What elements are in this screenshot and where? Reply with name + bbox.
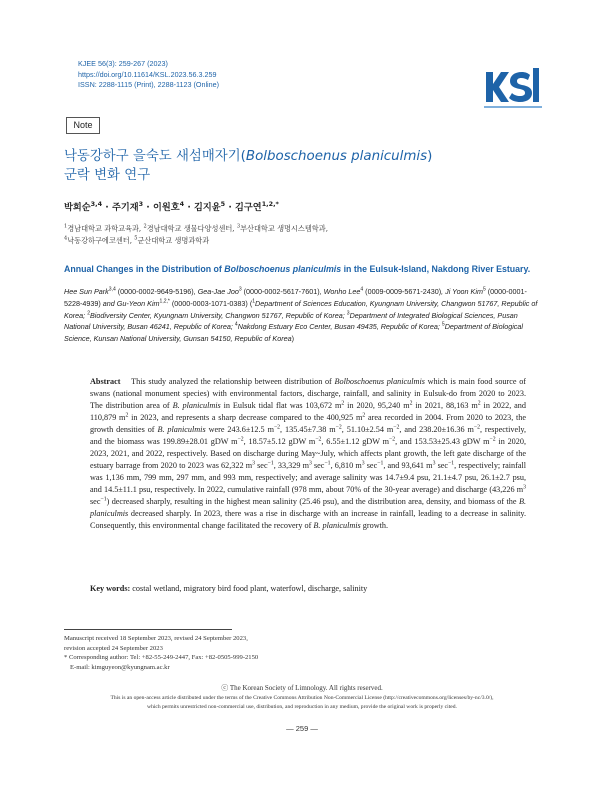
- korean-title-line2: 군락 변화 연구: [64, 168, 151, 183]
- abstract-text: , 6.55±1.12 gDW m: [321, 437, 389, 447]
- author-affil-sup: 5: [482, 286, 486, 293]
- keywords-text: costal wetland, migratory bird food plant, waterfowl, discharge, salinity: [130, 584, 368, 593]
- abstract-text: growth.: [360, 521, 389, 531]
- abstract-text: sec: [435, 461, 449, 471]
- abstract: [90, 376, 526, 532]
- license-notice: [64, 694, 540, 711]
- affil-text: 경남대학교 과학교육과,: [67, 224, 144, 233]
- abstract-text: , 18.57±5.12 gDW m: [243, 437, 316, 447]
- orcid-id[interactable]: (0000-0002-5617-7601): [243, 287, 320, 296]
- abstract-text: , 6,810 m: [330, 461, 362, 471]
- exponent: −1: [448, 460, 455, 467]
- abstract-text: ) decreased sharply, resulting in the highest mean salinity (25.46 psu), and the distribution area, density, and biomass of the: [106, 497, 519, 507]
- affil-text: 낙동강하구에코센터,: [67, 236, 135, 245]
- affil-number: 5: [134, 235, 138, 242]
- author-affil-sup: 5: [220, 199, 226, 208]
- exponent: 2: [409, 400, 413, 407]
- author-affil-sup: 1,2,*: [261, 199, 279, 208]
- abstract-text: decreased sharply. In 2023, there was a rise in discharge with an increase in rainfall, leading to a decrease in salinity. Consequently, this environmental change facilitated the recovery of: [90, 509, 526, 531]
- ksl-logo: [484, 62, 542, 112]
- abstract-text: , respectively; rainfall was 1,136 mm, 799 mm, 297 mm, and 993 mm, respectively; and average salinity was 14.7±9.4 psu, 21.1±4.7 psu, 26.1±2.7 psu, and 14.5±11.1 psu, respectively. In 2022, cumulative rainfall (978 mm, about 70% of the 30-year average) and discharge (43,226 m: [90, 461, 526, 495]
- abstract-text: sec: [311, 461, 325, 471]
- exponent: 3: [361, 460, 365, 467]
- author-affil-sup: 3: [238, 286, 242, 293]
- english-title-species: Bolboschoenus planiculmis: [224, 264, 342, 274]
- korean-authors: [64, 199, 279, 213]
- author-name: Gu-Yeon Kim: [116, 298, 160, 308]
- species-name: B. planiculmis: [172, 401, 221, 411]
- korean-affiliations: [64, 223, 544, 247]
- journal-citation: KJEE 56(3): 259-267 (2023): [78, 59, 168, 68]
- abstract-text: were 243.6±12.5 m: [205, 425, 274, 435]
- orcid-id[interactable]: (0000-0002-9649-5196): [117, 287, 194, 296]
- exponent: 3: [432, 460, 436, 467]
- abstract-text: area recorded in 2004. From 2020 to 2023, the growth densities of: [90, 413, 526, 435]
- issn-text: ISSN: 2288-1115 (Print), 2288-1123 (Online): [78, 80, 220, 90]
- exponent: −1: [100, 496, 107, 503]
- affil-text: 군산대학교 생명과학과: [137, 236, 210, 245]
- abstract-text: which is main food source of swans (national monument species) with environmental factors, discharge, rainfall, and salinity in Eulsuk-do from 2020 to 2023. The distribution area of: [90, 377, 527, 411]
- keywords: [90, 584, 526, 593]
- exponent: 3: [252, 460, 255, 467]
- author-affil-sup: 3,4: [108, 286, 116, 293]
- orcid-id[interactable]: (0009-0009-5671-2430): [365, 287, 442, 296]
- abstract-text: , respectively, and the biomass was 199.89±28.01 gDW m: [90, 425, 526, 447]
- abstract-text: , 135.45±7.38 m: [280, 425, 336, 435]
- abstract-text: sec: [364, 461, 378, 471]
- affil-number: 3: [236, 223, 241, 230]
- footnote-corresponding: * Corresponding author: Tel: +82-55-249-2447, Fax: +82-0505-999-2150: [64, 654, 259, 661]
- korean-title: [64, 147, 534, 185]
- species-name: B. planiculmis: [90, 497, 526, 519]
- author-name: 김구연: [235, 202, 262, 213]
- exponent: −1: [377, 460, 384, 467]
- author-name: Gea-Jae Joo: [197, 287, 239, 296]
- abstract-text: , and 93,641 m: [383, 461, 433, 471]
- exponent: −2: [237, 436, 244, 443]
- affil-number: 4: [64, 235, 68, 242]
- korean-title-suffix: ): [427, 149, 433, 164]
- affiliation: Biodiversity Center, Kyungnam University, Changwon 51767, Republic of Korea;: [90, 310, 345, 320]
- author-separator: ·: [146, 202, 150, 213]
- exponent: 3: [523, 484, 526, 491]
- korean-title-species: Bolboschoenus planiculmis: [245, 149, 428, 164]
- author-separator: ·: [228, 202, 232, 213]
- orcid-id[interactable]: (0000-0003-1071-0383): [171, 298, 248, 308]
- abstract-text: in Eulsuk tidal flat was 103,672 m: [220, 401, 342, 411]
- species-name: B. planiculmis: [313, 521, 361, 531]
- affil-text: 경남대학교 생물다양성센터,: [146, 224, 237, 233]
- exponent: 2: [362, 412, 366, 419]
- keywords-label: Key words:: [90, 584, 131, 593]
- author-name: Ji Yoon Kim: [445, 287, 483, 296]
- english-title-prefix: Annual Changes in the Distribution of: [64, 264, 225, 274]
- author-conjunction: and: [100, 298, 117, 308]
- exponent: −2: [489, 436, 496, 443]
- copyright-notice: ⓒ The Korean Society of Limnology. All rights reserved.: [221, 684, 383, 692]
- article-type-badge: Note: [66, 117, 100, 134]
- exponent: 3: [308, 460, 312, 467]
- journal-header: [78, 59, 219, 91]
- abstract-text: in 2023, and represents a sharp decrease compared to the 400,925 m: [128, 413, 363, 423]
- abstract-label: Abstract: [90, 377, 121, 386]
- abstract-text: , 51.10±2.54 m: [341, 425, 394, 435]
- footnote-email[interactable]: E-mail: kimguyeon@kyungnam.ac.kr: [70, 663, 170, 671]
- affiliation: Department of Biological Science, Kunsan National University, Gunsan 54150, Republic of Korea: [64, 322, 523, 344]
- abstract-text: , 33,329 m: [273, 461, 309, 471]
- affiliation: Department of Integrated Biological Sciences, Pusan National University, Busan 46241, Republic of Korea;: [64, 310, 518, 332]
- english-authors: Hee Sun Park$^{3,4}$ (0000-0002-9649-5196), Gea-Jae Joo$^3$ (0000-0002-5617-7601), Wonho Lee$^4$ (0009-0009-5671-2430), Ji Yoon Kim$^5$ (0000-0001-5228-4939) and Gu-Yeon Kim$^{1,2,*}$ (0000-0003-1071-0383) ($^1$Department of Sciences Education, Kyungnam University, Changwon 51767, Republic of Korea; $^2$Biodiversity Center, Kyungnam University, Changwon 51767, Republic of Korea; $^3$Department of Integrated Biological Sciences, Pusan National University, Busan 46241, Republic of Korea; $^4$Nakdong Estuary Eco Center, Busan 49435, Republic of Korea; $^5$Department of Biological Science, Kunsan National University, Gunsan 54150, Republic of Korea): [64, 286, 538, 344]
- footnotes: [64, 634, 364, 672]
- exponent: −1: [267, 460, 274, 467]
- exponent: −1: [324, 460, 331, 467]
- author-affil-sup: 3,4: [90, 199, 103, 208]
- affil-number: 2: [143, 223, 147, 230]
- affiliation: Nakdong Estuary Eco Center, Busan 49435, Republic of Korea;: [237, 322, 440, 332]
- author-separator: ·: [105, 202, 109, 213]
- korean-title-prefix: 낙동강하구 을숙도 새섬매자기(: [64, 149, 246, 164]
- exponent: −2: [393, 424, 400, 431]
- species-name: B. planiculmis: [157, 425, 206, 435]
- english-title-suffix: in the Eulsuk-Island, Nakdong River Estuary.: [341, 264, 531, 274]
- author-name: Wonho Lee: [323, 287, 361, 296]
- abstract-text: in 2022, and 110,879 m: [90, 401, 526, 423]
- exponent: 2: [125, 412, 129, 419]
- abstract-text: in 2020, 2023, 2021, and 2022, respectively. Based on discharge during May~July, which affects plant growth, the left gate discharge of the estuary barrage from 2020 to 2023 was 62,322 m: [90, 437, 527, 471]
- abstract-text: sec: [254, 461, 268, 471]
- abstract-text: , and 238.20±16.36 m: [399, 425, 474, 435]
- footnote-divider: [64, 629, 232, 630]
- affiliation: Department of Sciences Education, Kyungnam University, Changwon 51767, Republic of Korea;: [64, 298, 538, 320]
- affil-number: 1: [64, 223, 68, 230]
- species-name: Bolboschoenus planiculmis: [334, 377, 425, 386]
- exponent: −2: [315, 436, 322, 443]
- exponent: 2: [341, 400, 345, 407]
- footnote-accepted: revision accepted 24 September 2023: [64, 644, 163, 652]
- license-line: This is an open-access article distributed under the terms of the Creative Commons Attribution Non-Commercial License (http://creativecommons.org/licenses/by-nc/3.0/),: [110, 695, 494, 701]
- license-line: which permits unrestricted non-commercial use, distribution, and reproduction in any medium, provide the original work is properly cited.: [147, 703, 457, 710]
- english-title: [64, 264, 536, 275]
- exponent: −2: [273, 424, 281, 431]
- exponent: −2: [473, 424, 480, 431]
- abstract-text: in 2021, 88,163 m: [412, 401, 478, 411]
- abstract-text: in 2020, 95,240 m: [344, 401, 410, 411]
- author-name: 박희순: [64, 202, 91, 213]
- author-affil-sup: 4: [179, 199, 185, 208]
- affil-text: 부산대학교 생명시스템학과,: [240, 224, 328, 233]
- author-affil-sup: 4: [360, 286, 364, 293]
- author-affil-sup: 3: [138, 199, 144, 208]
- abstract-text: This study analyzed the relationship between distribution of: [131, 377, 335, 386]
- abstract-text: sec: [90, 497, 101, 507]
- exponent: −2: [388, 436, 396, 443]
- author-name: 주기재: [111, 202, 139, 213]
- abstract-text: , and 153.53±25.43 gDW m: [395, 437, 490, 447]
- author-name: Hee Sun Park: [64, 287, 109, 296]
- doi-link[interactable]: https://doi.org/10.11614/KSL.2023.56.3.259: [78, 69, 217, 79]
- exponent: −2: [335, 424, 342, 431]
- page-number: — 259 —: [286, 724, 318, 733]
- orcid-id[interactable]: (0000-0001-5228-4939): [64, 287, 527, 308]
- exponent: 2: [477, 400, 481, 407]
- author-name: 김지윤: [194, 202, 221, 213]
- author-separator: ·: [187, 202, 191, 213]
- footnote-received: Manuscript received 18 September 2023, revised 24 September 2023,: [64, 635, 248, 642]
- author-affil-sup: 1,2,*: [159, 298, 170, 305]
- author-name: 이원호: [152, 202, 180, 213]
